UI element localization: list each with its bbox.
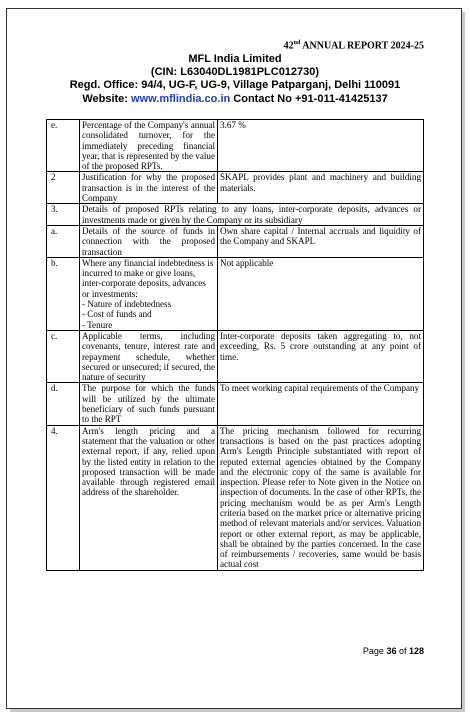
rpt-details-table [46,119,424,571]
row-value: To meet working capital requirements of the Company [218,383,424,425]
row-number: 3. [47,204,80,226]
report-number: 42 [283,40,294,52]
row-description: Where any financial indebtedness is incurred to make or give loans, inter-corporate deposits, advances or investments: - Nature of indebtedness - Cost of funds and - Tenure [80,257,218,330]
page-of: of [396,646,409,656]
website-label: Website: [82,93,132,105]
contact-number: Contact No +91-011-41425137 [230,93,388,105]
page-shadow-right [462,12,465,711]
row-number: a. [47,225,80,257]
registered-office: Regd. Office: 94/4, UG-F, UG-9, Village Patparganj, Delhi 110091 [69,79,401,91]
row-number: c. [47,330,80,382]
table-row [47,172,424,204]
page-number [363,646,424,656]
row-description: The purpose for which the funds will be utilized by the ultimate beneficiary of such funds pursuant to the RPT [80,383,218,425]
row-value: 3.67 % [218,120,424,172]
website-contact-line [0,93,470,105]
row-description: Applicable terms, including covenants, tenure, interest rate and repayment schedule, whether secured or unsecured; if secured, the nature of security [80,330,218,382]
table-row [47,204,424,226]
table-row [47,257,424,330]
table-row [47,225,424,257]
report-text: ANNUAL REPORT 2024-25 [302,40,424,52]
company-name: MFL India Limited [188,53,282,65]
table-row [47,425,424,570]
table-row [47,120,424,172]
row-number: b. [47,257,80,330]
row-value: The pricing mechanism followed for recurring transactions is based on the past practices adopting Arm's Length Principle substantiated with report of reputed external agencies obtained by the Company and the electronic copy of the same is available for inspection. Please refer to Note given in the Notice on inspection of documents. In the case of other RPTs, the pricing mechanism would be as per Arm's Length criteria based on the market price or alternative pricing method of relevant materials and/or services. Valuation report or other external report, as may be applicable, shall be obtained by the parties concerned. In the case of reimbursements / recoveries, same would be basis actual cost [218,425,424,570]
row-number: 2 [47,172,80,204]
annual-report-label [284,40,424,51]
table-row [47,330,424,382]
row-description: Details of proposed RPTs relating to any loans, inter-corporate deposits, advances or investments made or given by the Company or its subsidiary [80,204,424,226]
row-description: Percentage of the Company's annual consolidated turnover, for the immediately preceding financial year, that is represented by the value of the proposed RPTs. [80,120,218,172]
row-value: Not applicable [218,257,424,330]
website-link[interactable]: www.mflindia.co.in [131,93,231,105]
page-total: 128 [408,646,424,656]
page-shadow-bottom [10,709,465,712]
row-value: Inter-corporate deposits taken aggregating to, not exceeding, Rs. 5 crore outstanding at any point of time. [218,330,424,382]
row-number: e. [47,120,80,172]
row-description: Arm's length pricing and a statement that the valuation or other external report, if any, relied upon by the listed entity in relation to the proposed transaction will be made available through registered email address of the shareholder. [80,425,218,570]
table-row [47,383,424,425]
row-number: d. [47,383,80,425]
row-description: Justification for why the proposed transaction is in the interest of the Company [80,172,218,204]
page-word: Page [362,646,387,656]
page-current: 36 [386,646,397,656]
row-number: 4. [47,425,80,570]
company-cin: (CIN: L63040DL1981PLC012730) [150,66,320,78]
row-value: Own share capital / Internal accruals and liquidity of the Company and SKAPL [218,225,424,257]
row-description: Details of the source of funds in connection with the proposed transaction [80,225,218,257]
report-suffix: nd [293,40,301,46]
row-value: SKAPL provides plant and machinery and building materials. [218,172,424,204]
